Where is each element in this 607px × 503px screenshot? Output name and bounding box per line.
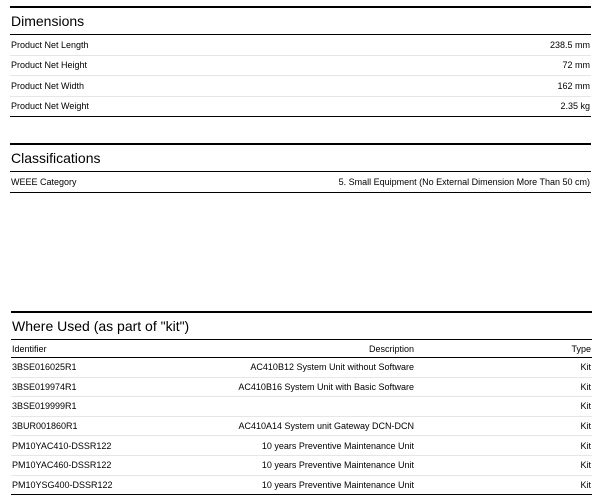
- cell-identifier: PM10YSG400-DSSR122: [11, 475, 163, 495]
- cell-type: Kit: [415, 397, 592, 417]
- table-row: [11, 397, 592, 417]
- table-row: [11, 475, 592, 495]
- where-used-table: [11, 340, 592, 495]
- cell-identifier: 3BSE019974R1: [11, 377, 163, 397]
- dimension-row: [10, 76, 591, 97]
- cell-identifier: 3BUR001860R1: [11, 416, 163, 436]
- dimension-row: [10, 35, 591, 56]
- column-header-identifier: Identifier: [11, 340, 163, 358]
- table-row: [11, 416, 592, 436]
- cell-description: [163, 397, 415, 417]
- dimension-label: Product Net Width: [11, 80, 85, 91]
- cell-description: AC410A14 System unit Gateway DCN-DCN: [163, 416, 415, 436]
- dimension-label: Product Net Height: [11, 60, 88, 71]
- cell-type: Kit: [415, 377, 592, 397]
- dimension-value: 2.35 kg: [560, 101, 590, 112]
- cell-identifier: PM10YAC460-DSSR122: [11, 455, 163, 475]
- cell-identifier: 3BSE016025R1: [11, 358, 163, 378]
- cell-description: 10 years Preventive Maintenance Unit: [163, 455, 415, 475]
- cell-description: 10 years Preventive Maintenance Unit: [163, 475, 415, 495]
- classification-row: [10, 172, 591, 193]
- dimension-value: 162 mm: [557, 80, 590, 91]
- table-row: [11, 358, 592, 378]
- dimension-row: [10, 56, 591, 77]
- table-header-row: [11, 340, 592, 358]
- column-header-type: Type: [415, 340, 592, 358]
- dimensions-list: [10, 35, 591, 117]
- cell-type: Kit: [415, 358, 592, 378]
- where-used-section: [11, 311, 592, 495]
- dimensions-section: [10, 6, 591, 117]
- classifications-list: [10, 172, 591, 193]
- cell-type: Kit: [415, 455, 592, 475]
- column-header-description: Description: [163, 340, 415, 358]
- where-used-title: Where Used (as part of "kit"): [11, 311, 592, 340]
- cell-identifier: PM10YAC410-DSSR122: [11, 436, 163, 456]
- dimension-label: Product Net Weight: [11, 101, 89, 112]
- classification-label: WEEE Category: [11, 176, 77, 187]
- cell-description: AC410B16 System Unit with Basic Software: [163, 377, 415, 397]
- dimension-row: [10, 97, 591, 118]
- table-row: [11, 377, 592, 397]
- classifications-section: [10, 143, 591, 193]
- dimensions-title: Dimensions: [10, 6, 591, 35]
- cell-type: Kit: [415, 475, 592, 495]
- dimension-label: Product Net Length: [11, 39, 89, 50]
- classifications-title: Classifications: [10, 143, 591, 172]
- classification-value: 5. Small Equipment (No External Dimension More Than 50 cm): [338, 176, 590, 187]
- cell-identifier: 3BSE019999R1: [11, 397, 163, 417]
- table-row: [11, 436, 592, 456]
- cell-description: 10 years Preventive Maintenance Unit: [163, 436, 415, 456]
- cell-type: Kit: [415, 416, 592, 436]
- dimension-value: 238.5 mm: [549, 39, 590, 50]
- dimension-value: 72 mm: [562, 60, 590, 71]
- table-row: [11, 455, 592, 475]
- cell-description: AC410B12 System Unit without Software: [163, 358, 415, 378]
- cell-type: Kit: [415, 436, 592, 456]
